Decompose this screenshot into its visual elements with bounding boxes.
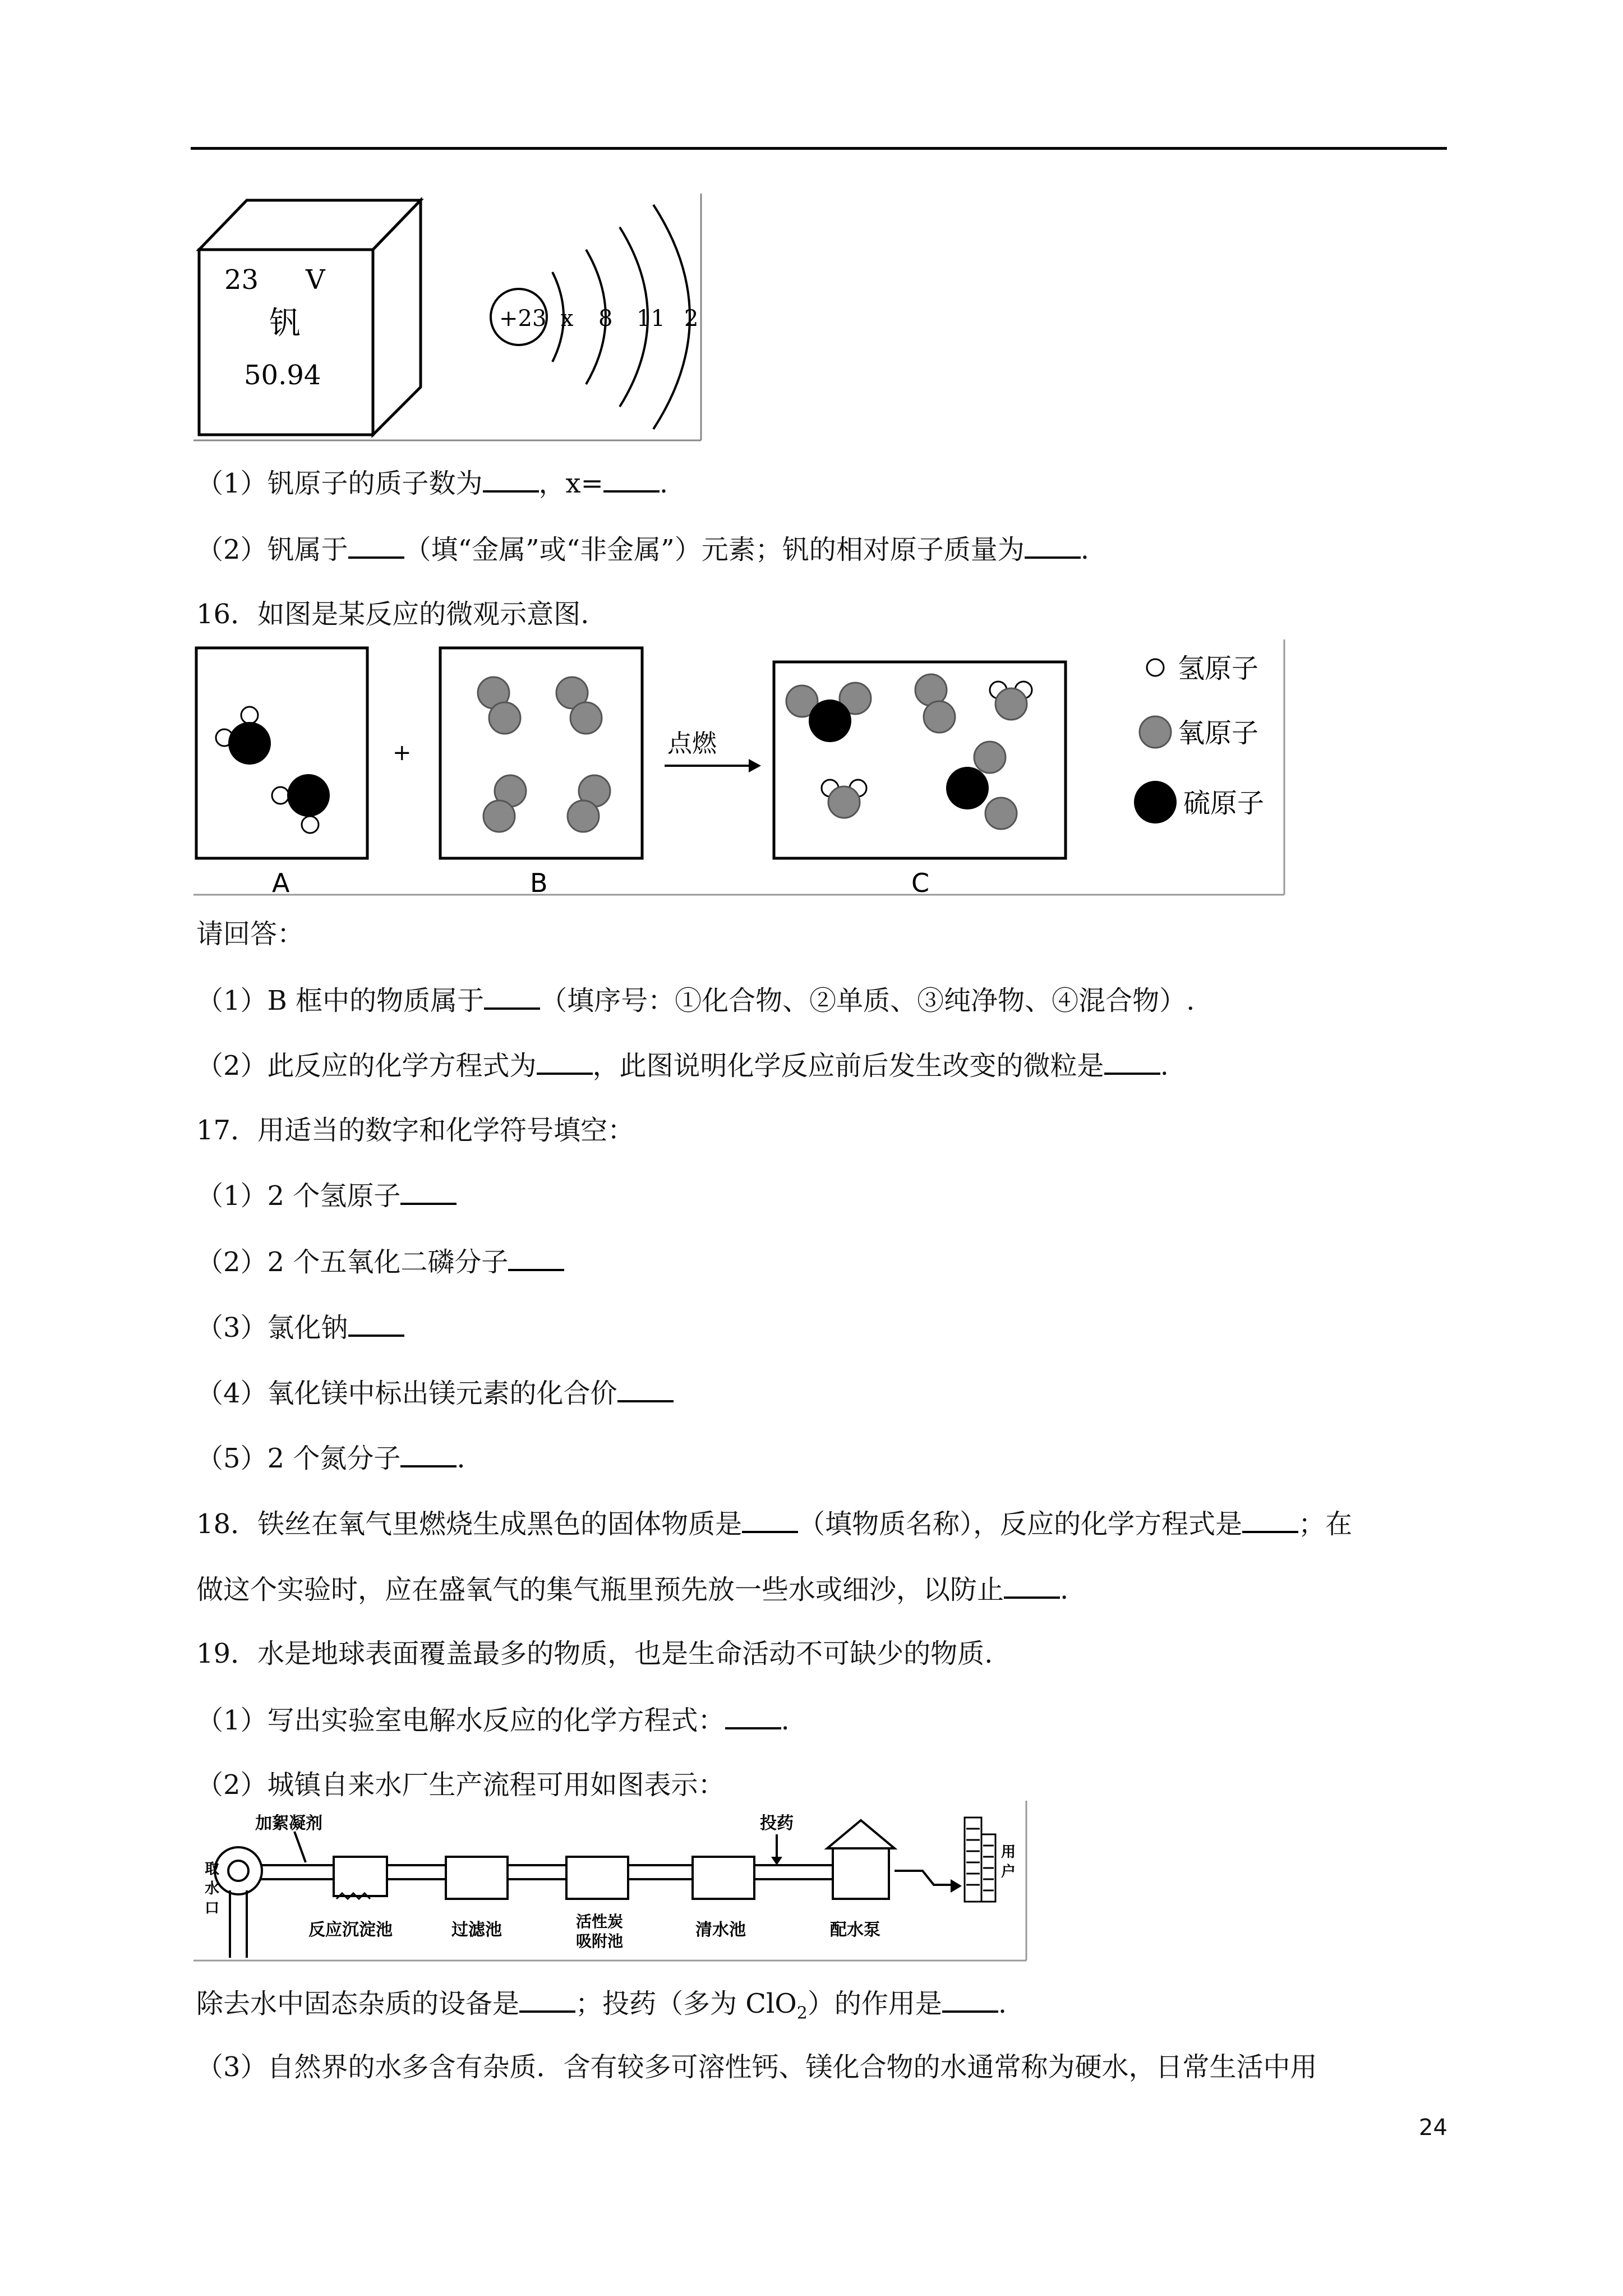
box-b [440, 648, 642, 858]
q15-line-1: （1）钒原子的质子数为 ，x= . [196, 466, 668, 500]
vanadium-figure [193, 194, 709, 443]
oxygen-atom [974, 742, 1006, 773]
q16-title: 16．如图是某反应的微观示意图. [196, 599, 589, 630]
q19-line-3: 除去水中固态杂质的设备是 ；投药（多为 ClO$_2$）的作用是 . [196, 1986, 1007, 2031]
oxygen-atom [568, 800, 599, 832]
oxygen-atom [489, 702, 520, 734]
intake-pump-hub [228, 1861, 248, 1881]
step-label-clean-water: 清水池 [695, 1920, 746, 1940]
hydrogen-atom [272, 787, 289, 804]
shell-count-3: 11 [637, 306, 665, 332]
shell-count-1: x [561, 306, 574, 332]
answer-blank[interactable] [725, 1703, 781, 1729]
step-label-filter: 过滤池 [451, 1920, 502, 1940]
answer-blank[interactable] [1104, 1048, 1160, 1075]
shell-count-4: 2 [684, 306, 699, 332]
page-number: 24 [1419, 2115, 1447, 2141]
answer-blank[interactable] [519, 1986, 575, 2013]
sulfur-atom [809, 700, 851, 742]
legend-hydrogen: 氢原子 [1178, 653, 1259, 684]
legend-sulfur: 硫原子 [1183, 788, 1265, 819]
hydrogen-atom [302, 816, 319, 833]
answer-blank[interactable] [942, 1986, 998, 2013]
sulfur-atom [287, 774, 330, 817]
element-symbol: V [306, 264, 325, 296]
coagulant-label: 加絮凝剂 [255, 1814, 322, 1833]
step-label-pump: 配水泵 [830, 1920, 880, 1940]
legend-sulfur-icon [1134, 781, 1177, 823]
header-rule [191, 147, 1447, 150]
q16-line-1: （1）B 框中的物质属于 （填序号：①化合物、②单质、③纯净物、④混合物）. [196, 983, 1195, 1018]
oxygen-atom [995, 688, 1027, 720]
step-label-carbon: 活性炭吸附池 [576, 1912, 624, 1950]
q19-title: 19．水是地球表面覆盖最多的物质，也是生命活动不可缺少的物质. [196, 1638, 993, 1669]
step-label-sedimentation: 反应沉淀池 [308, 1920, 393, 1940]
sulfur-atom [946, 767, 989, 809]
oxygen-atom [828, 786, 860, 818]
pump-house [833, 1848, 889, 1899]
q17-item-2: （2）2 个五氧化二磷分子 [196, 1244, 564, 1279]
atomic-mass: 50.94 [244, 360, 321, 391]
water-plant-flow-figure [193, 1801, 1029, 1966]
answer-blank[interactable] [742, 1506, 798, 1533]
answer-blank[interactable] [1242, 1506, 1298, 1533]
q17-item-3: （3）氯化钠 [196, 1310, 404, 1345]
answer-blank[interactable] [348, 1310, 404, 1337]
answer-blank[interactable] [537, 1048, 593, 1075]
answer-blank[interactable] [617, 1375, 674, 1402]
answer-blank[interactable] [400, 1441, 457, 1467]
label-c: C [911, 868, 930, 898]
nucleus-charge: +23 [499, 306, 547, 332]
ignite-label: 点燃 [667, 729, 717, 758]
q19-line-2: （2）城镇自来水厂生产流程可用如图表示： [196, 1769, 725, 1801]
q17-item-4: （4）氧化镁中标出镁元素的化合价 [196, 1375, 674, 1410]
legend-hydrogen-icon [1147, 659, 1164, 676]
oxygen-atom [985, 798, 1017, 829]
q17-item-5: （5）2 个氮分子 . [196, 1441, 465, 1475]
answer-blank[interactable] [1004, 1572, 1060, 1599]
intake-label: 取水口 [205, 1861, 220, 1917]
reaction-figure [193, 639, 1287, 900]
label-b: B [530, 868, 548, 898]
hydrogen-atom [241, 707, 258, 724]
tank-filter [446, 1857, 508, 1899]
label-a: A [272, 868, 290, 898]
answer-blank[interactable] [348, 532, 404, 559]
q19-line-4: （3）自然界的水多含有杂质．含有较多可溶性钙、镁化合物的水通常称为硬水，日常生活中用 [196, 2051, 1317, 2083]
box-a [196, 648, 367, 858]
tank-carbon [566, 1857, 628, 1899]
oxygen-atom [483, 800, 515, 832]
element-name: 钒 [269, 305, 301, 342]
q15-line-2: （2）钒属于 （填“金属”或“非金属”）元素；钒的相对原子质量为 . [196, 532, 1089, 567]
answer-blank[interactable] [508, 1244, 564, 1271]
answer-blank[interactable] [484, 983, 540, 1010]
legend-oxygen: 氧原子 [1178, 717, 1259, 749]
q16-line-2: （2）此反应的化学方程式为 ，此图说明化学反应前后发生改变的微粒是 . [196, 1048, 1169, 1083]
legend-oxygen-icon [1140, 716, 1171, 748]
building-icon [965, 1818, 981, 1902]
tank-sedimentation [334, 1857, 387, 1896]
answer-blank[interactable] [483, 466, 539, 493]
sulfur-atom [228, 722, 271, 765]
answer-blank[interactable] [603, 466, 660, 493]
q19-line-1: （1）写出实验室电解水反应的化学方程式： . [196, 1703, 790, 1737]
q18-line-1: 18．铁丝在氧气里燃烧生成黑色的固体物质是 （填物质名称），反应的化学方程式是 ；在 [196, 1506, 1352, 1541]
mass-number: 23 [224, 264, 259, 296]
oxygen-atom [924, 701, 955, 733]
answer-blank[interactable] [1025, 532, 1081, 559]
q17-item-1: （1）2 个氢原子 [196, 1178, 457, 1213]
tank-clean-water [693, 1857, 754, 1899]
q16-prompt: 请回答： [196, 918, 305, 950]
user-label: 用户 [1001, 1844, 1016, 1880]
q17-title: 17．用适当的数字和化学符号填空： [196, 1115, 635, 1146]
shell-count-2: 8 [598, 306, 613, 332]
dosing-label: 投药 [760, 1814, 794, 1833]
plus-sign: + [393, 740, 412, 766]
q18-line-2: 做这个实验时，应在盛氧气的集气瓶里预先放一些水或细沙，以防止 . [196, 1572, 1068, 1607]
answer-blank[interactable] [400, 1178, 457, 1205]
oxygen-atom [570, 702, 602, 734]
